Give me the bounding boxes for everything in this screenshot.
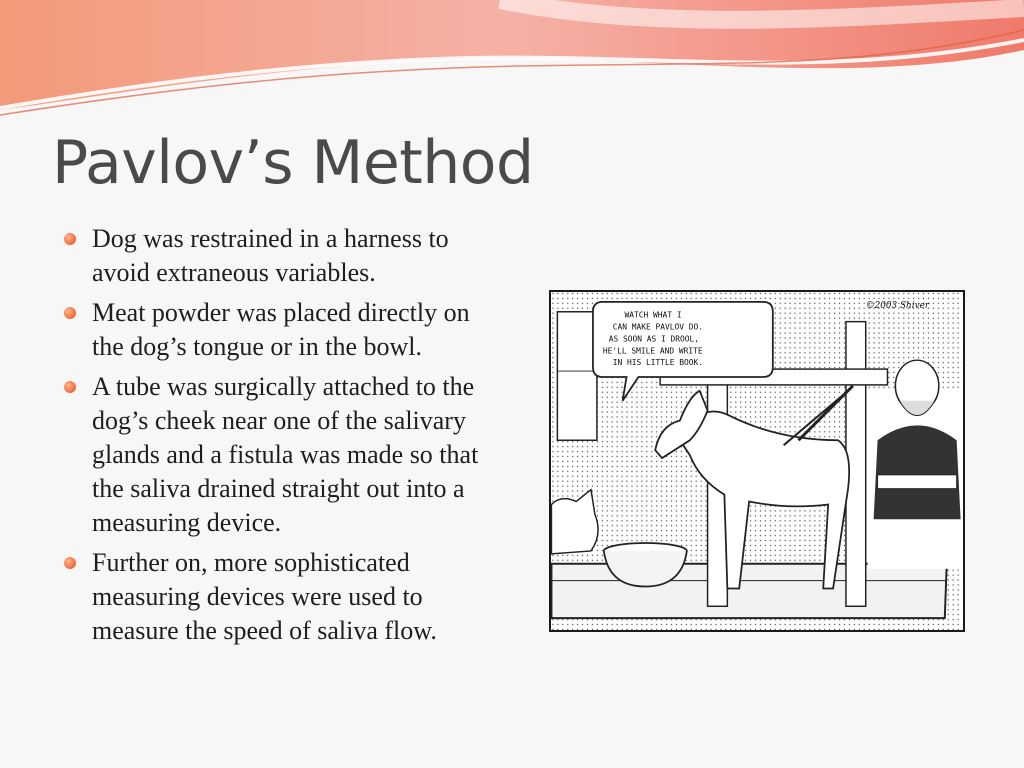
bullet-item bbox=[64, 370, 504, 540]
bullet-dot-icon bbox=[64, 557, 76, 569]
bullet-text: Dog was restrained in a harness to avoid extraneous variables. bbox=[92, 224, 449, 287]
bullet-dot-icon bbox=[64, 307, 76, 319]
bullet-text: Further on, more sophisticated measuring devices were used to measure the speed of saliva flow. bbox=[92, 548, 437, 645]
slide-title: Pavlov’s Method bbox=[52, 128, 534, 198]
bullet-dot-icon bbox=[64, 233, 76, 245]
bullet-dot-icon bbox=[64, 381, 76, 393]
bullet-item bbox=[64, 222, 504, 290]
speech-bubble-line: HE'LL SMILE AND WRITE bbox=[602, 346, 703, 356]
cartoon-signature: ©2003 Shiver bbox=[865, 300, 930, 311]
bullet-item bbox=[64, 546, 504, 648]
speech-bubble-line: CAN MAKE PAVLOV DO. bbox=[612, 322, 703, 332]
speech-bubble-line: WATCH WHAT I bbox=[624, 310, 682, 320]
bullet-text: A tube was surgically attached to the dog’s cheek near one of the salivary glands and a fistula was made so that the saliva drained straight out into a measuring device. bbox=[92, 372, 479, 537]
bullet-item bbox=[64, 296, 504, 364]
decorative-wave-header bbox=[0, 0, 1024, 130]
speech-bubble-line: AS SOON AS I DROOL, bbox=[608, 334, 700, 344]
bullet-list bbox=[64, 222, 504, 654]
bullet-text: Meat powder was placed directly on the dog’s tongue or in the bowl. bbox=[92, 298, 470, 361]
pavlov-cartoon-image bbox=[549, 290, 965, 632]
speech-bubble-line: IN HIS LITTLE BOOK. bbox=[612, 358, 703, 368]
cartoon-illustration bbox=[551, 292, 963, 630]
